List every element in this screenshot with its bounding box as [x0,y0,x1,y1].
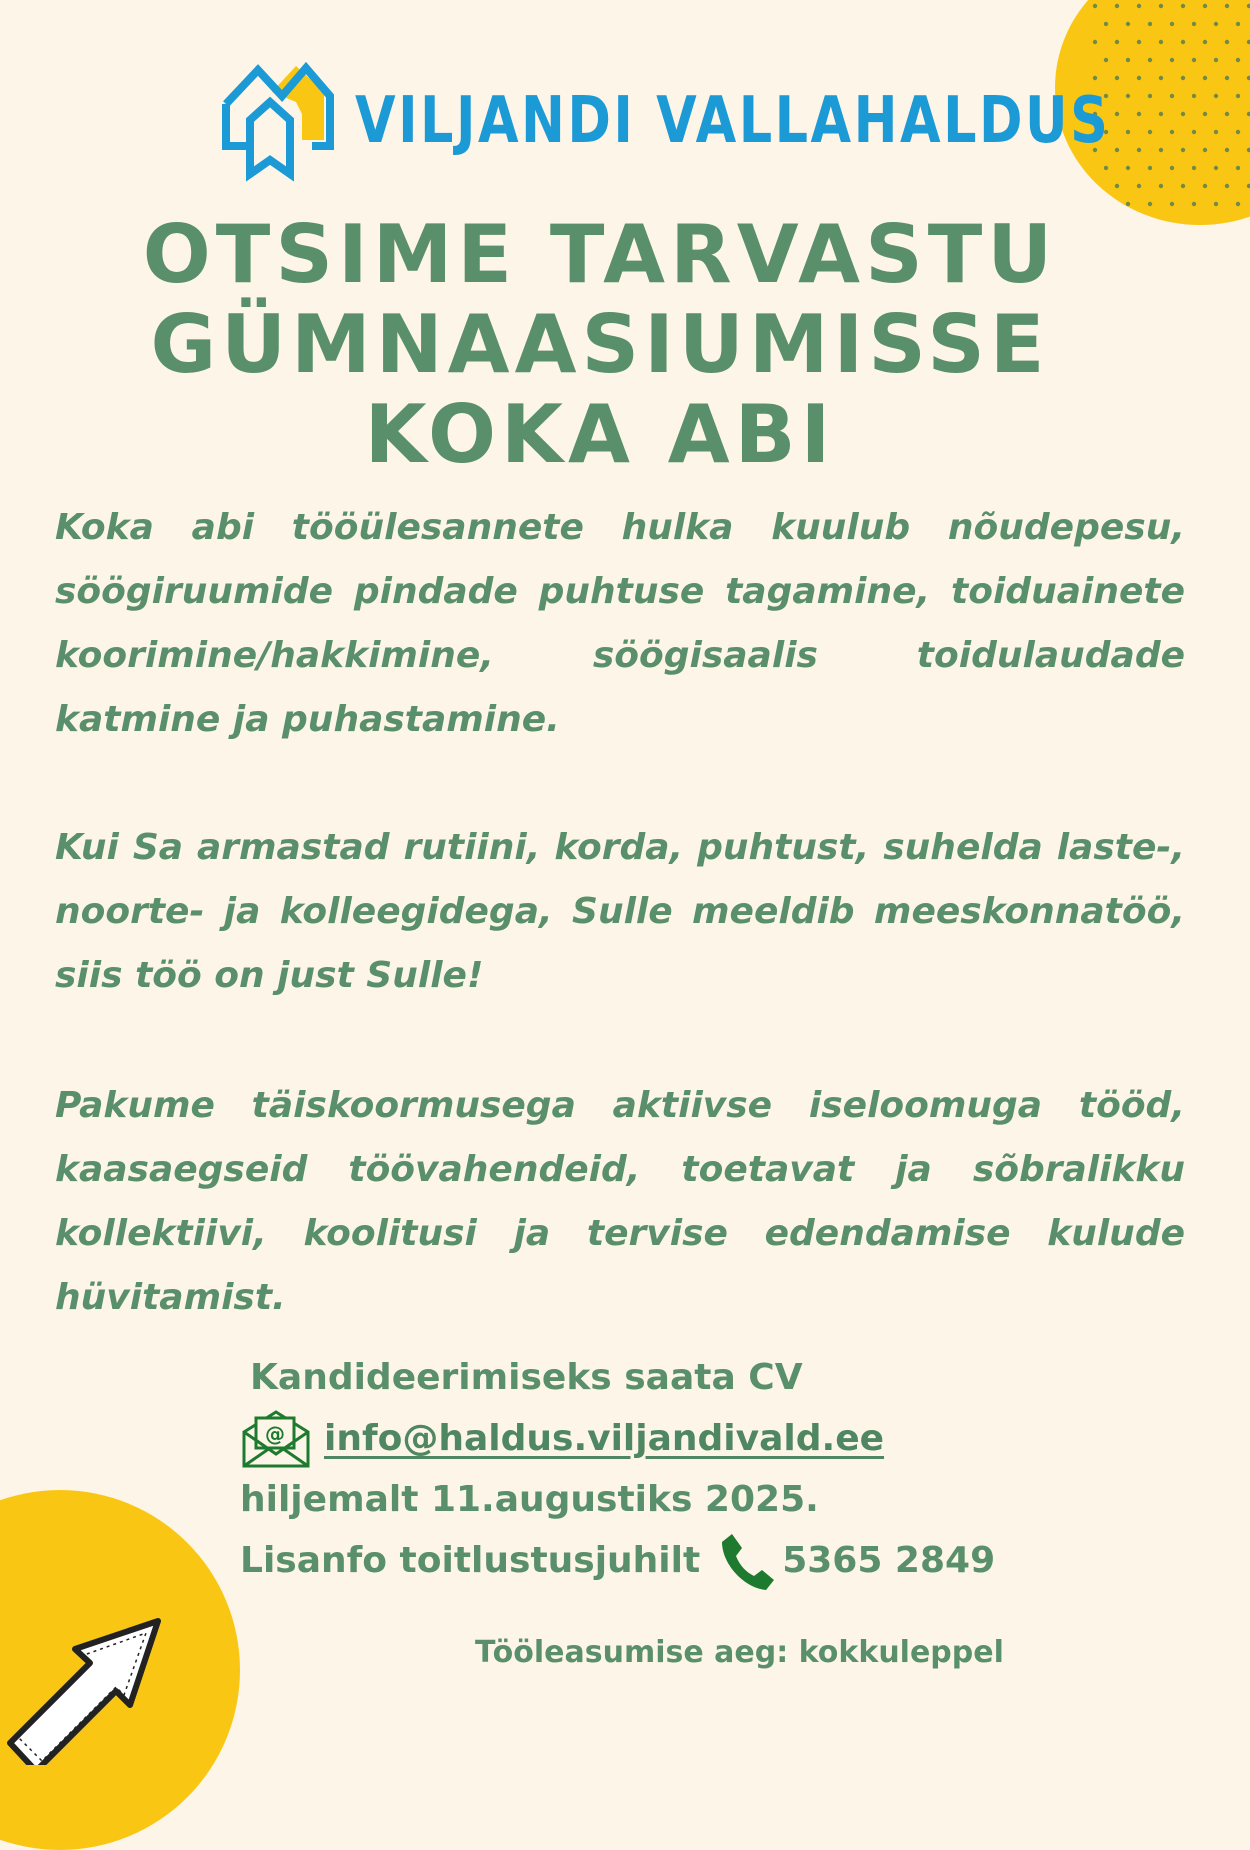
apply-text: Kandideerimiseks saata CV [250,1357,803,1398]
email-link[interactable]: info@haldus.viljandivald.ee [324,1418,885,1459]
phone-number[interactable]: 5365 2849 [782,1540,996,1581]
headline-line-2: GÜMNAASIUMISSE [150,298,1050,391]
paragraph-duties [55,496,1185,752]
logo [220,62,1111,182]
paragraph-offer [55,1074,1185,1330]
house-logo-icon [220,62,335,182]
headline-line-3: KOKA ABI [364,388,836,481]
logo-text: VILJANDI VALLAHALDUS [355,84,1111,158]
svg-text:@: @ [265,1422,285,1446]
start-time: Tööleasumise aeg: kokkuleppel [475,1635,1004,1670]
paragraph-text: Pakume täiskoormusega aktiivse iseloomuga tööd, kaasaegseid töövahendeid, toetavat ja sõbralikku kollektiivi, koolitusi ja tervise edendamise kulude hüvitamist. [55,1085,1185,1318]
email-icon [240,1408,312,1470]
deadline-text: hiljemalt 11.augustiks 2025. [240,1479,819,1520]
arrow-icon [0,1565,210,1765]
paragraph-requirements [55,816,1185,1008]
phone-icon [718,1530,776,1592]
headline [0,210,1200,480]
contact-block [240,1348,1100,1592]
info-text: Lisanfo toitlustusjuhilt [240,1540,701,1581]
paragraph-text: Koka abi tööülesannete hulka kuulub nõudepesu, söögiruumide pindade puhtuse tagamine, toiduainete koorimine/hakkimine, söögisaalis toidulaudade katmine ja puhastamine. [55,507,1185,740]
paragraph-text: Kui Sa armastad rutiini, korda, puhtust, suhelda laste-, noorte- ja kolleegidega, Sulle meeldib meeskonnatöö, siis töö on just Sulle! [55,827,1185,996]
headline-line-1: OTSIME TARVASTU [142,208,1058,301]
